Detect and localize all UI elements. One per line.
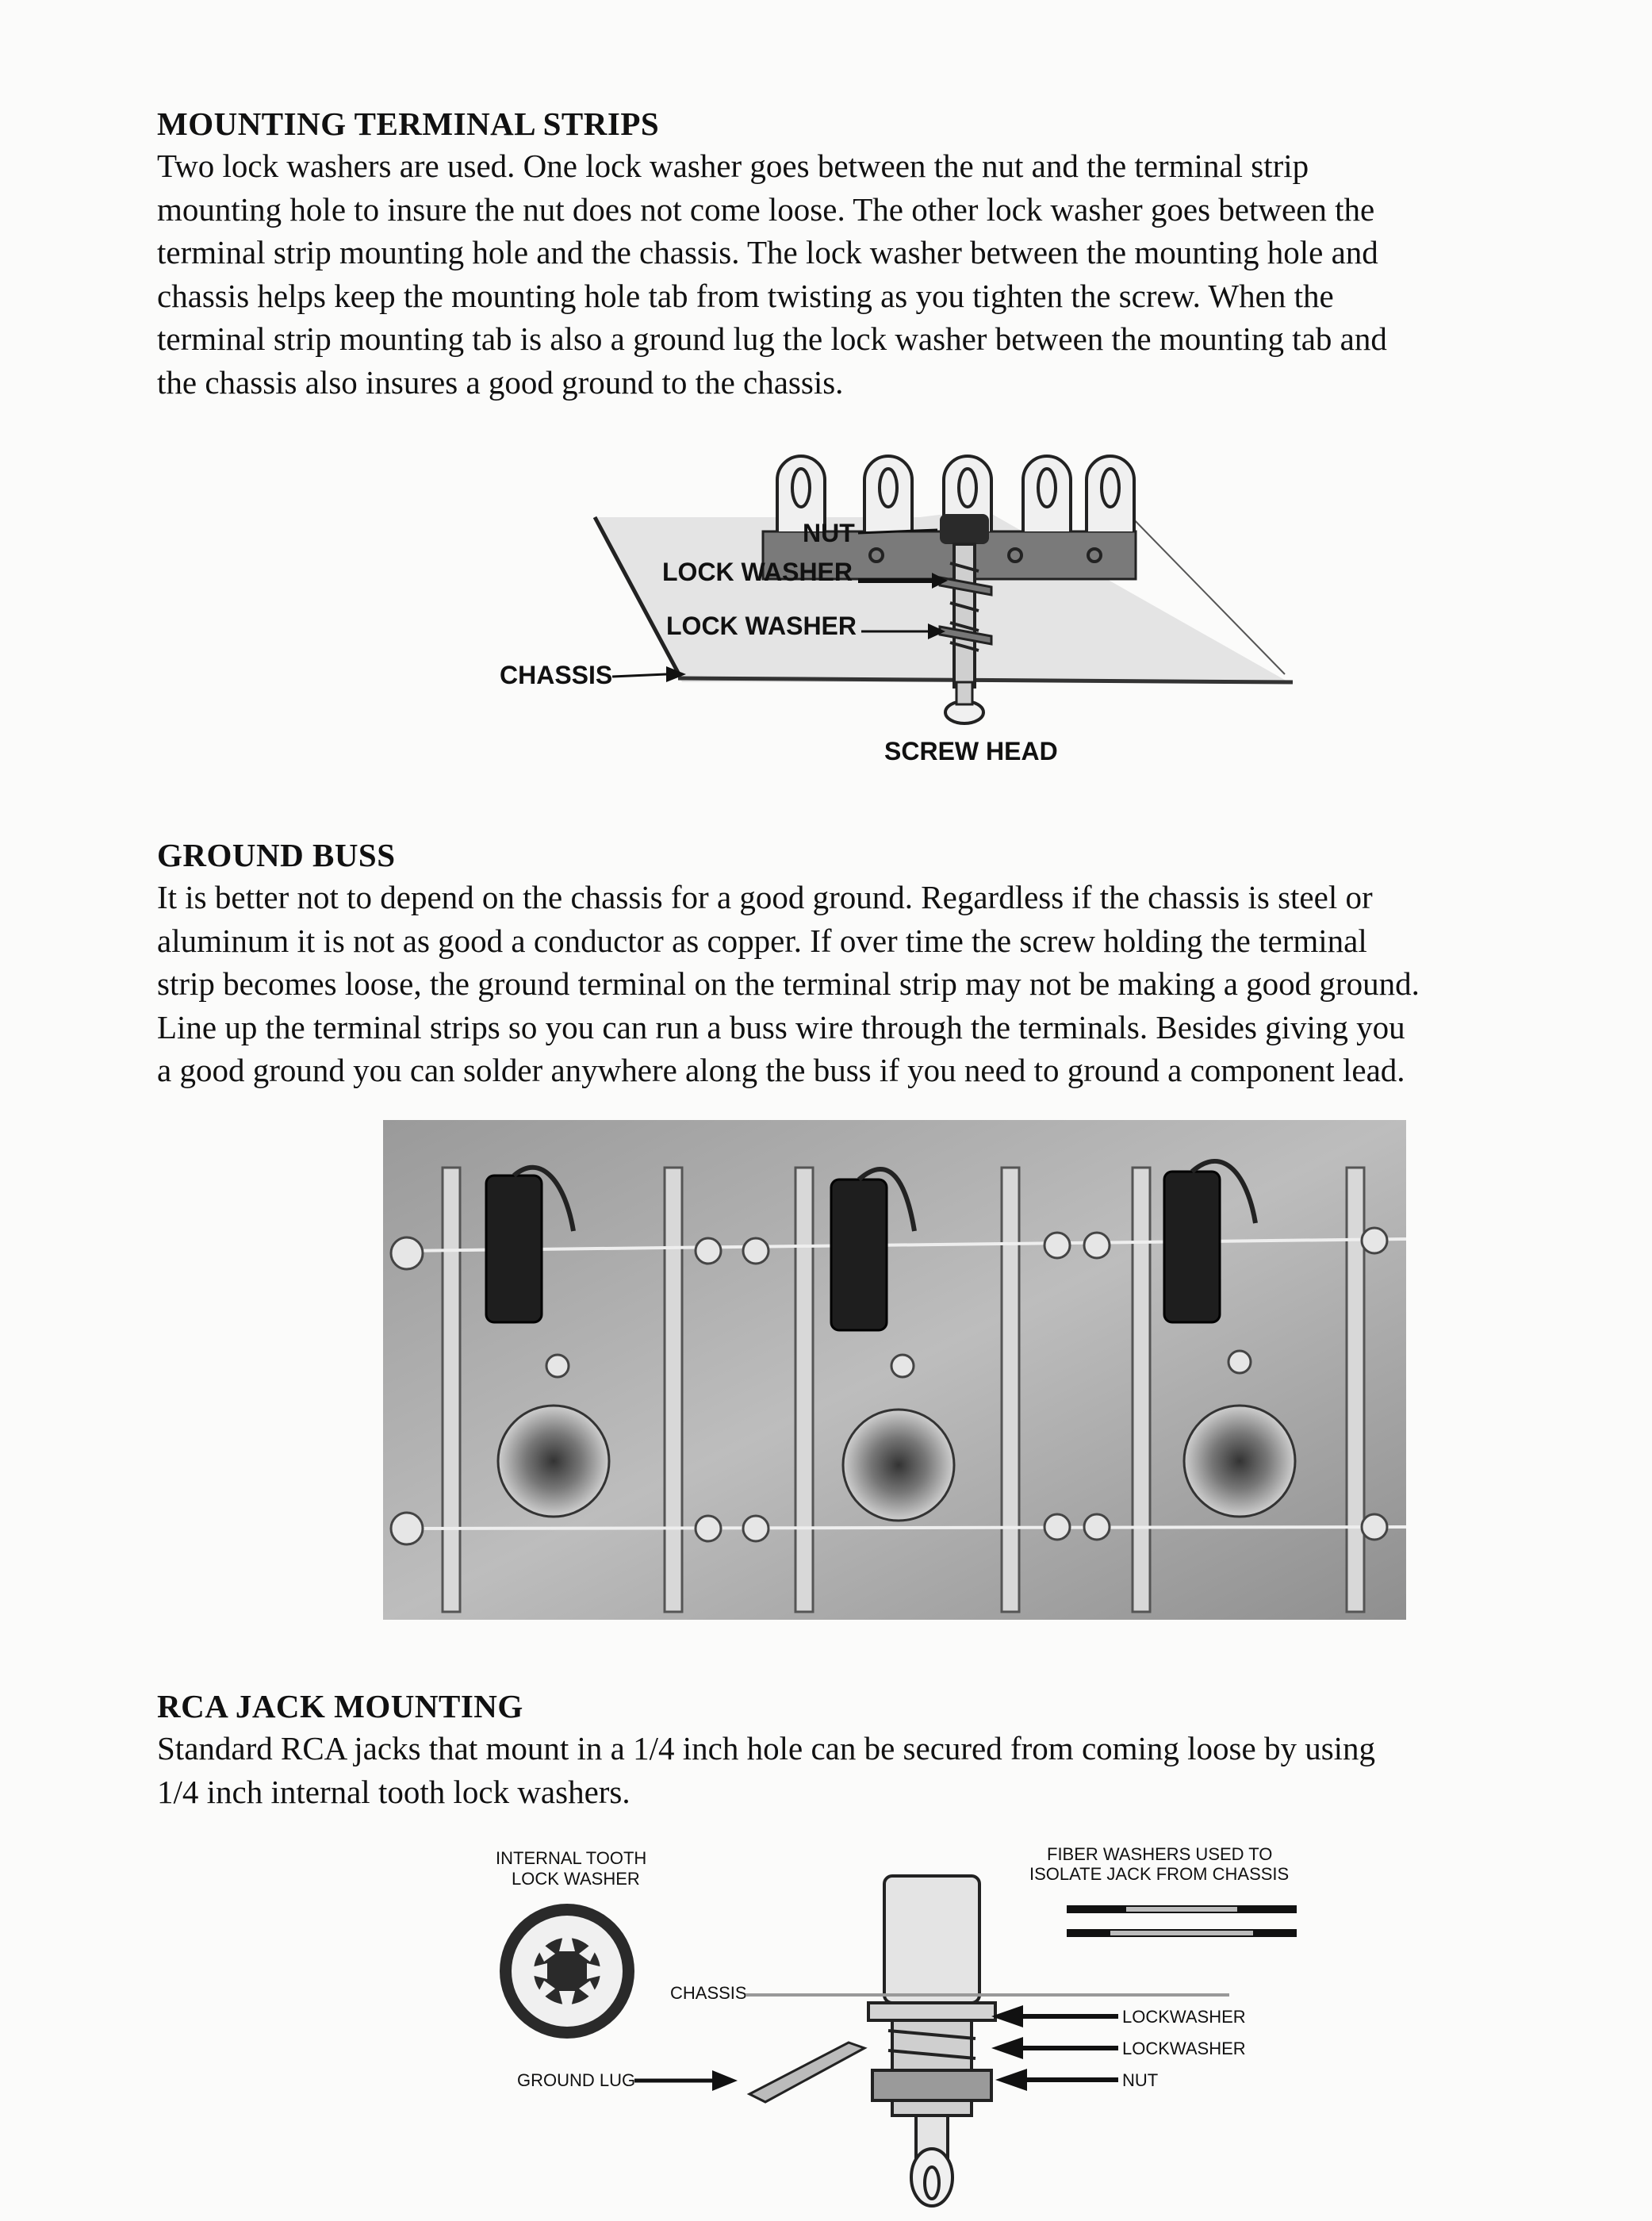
nut: [1044, 1233, 1070, 1258]
nut: [696, 1238, 721, 1264]
label-screw-head: SCREW HEAD: [884, 737, 1058, 765]
capacitor: [486, 1176, 542, 1322]
text-line: the chassis also insures a good ground to the chassis.: [157, 363, 844, 401]
label-chassis-2: CHASSIS: [670, 1983, 747, 2003]
label-lockwasher-2: LOCKWASHER: [1122, 2039, 1246, 2058]
jack-flange: [868, 2003, 995, 2020]
arrowhead: [991, 2037, 1023, 2059]
nut: [891, 1355, 914, 1377]
text-line: terminal strip mounting tab is also a ground lug the lock washer between the mounting tab and: [157, 320, 1387, 357]
nut: [743, 1238, 769, 1264]
text-line: mounting hole to insure the nut does not come loose. The other lock washer goes between the: [157, 190, 1375, 228]
text-line: It is better not to depend on the chassis for a good ground. Regardless if the chassis is steel or: [157, 879, 1373, 915]
label-ground-lug: GROUND LUG: [517, 2070, 636, 2090]
paragraph-terminal-strips: [157, 144, 1632, 404]
screw-shaft: [950, 544, 979, 687]
nut: [1362, 1514, 1387, 1540]
label-internal-tooth-2: LOCK WASHER: [512, 1869, 640, 1889]
label-lock-washer-2: LOCK WASHER: [666, 612, 857, 640]
paragraph-rca-jack: [157, 1727, 1632, 1813]
nut: [696, 1516, 721, 1541]
terminal-strip: [1133, 1168, 1150, 1612]
section-ground-buss: [157, 834, 1632, 1092]
arrowhead: [995, 2069, 1027, 2091]
nut: [1084, 1514, 1110, 1540]
buss-wire-bottom: [399, 1527, 1406, 1529]
heading-rca-jack: RCA JACK MOUNTING: [157, 1688, 523, 1724]
fiber-washer-illustration: [1067, 1905, 1297, 1937]
nut: [1362, 1228, 1387, 1253]
section-terminal-strips: [157, 103, 1632, 404]
tube-socket: [843, 1410, 954, 1521]
text-line: aluminum it is not as good a conductor as copper. If over time the screw holding the terminal: [157, 922, 1367, 959]
terminal-strip: [795, 1168, 813, 1612]
screw-lower-shaft: [956, 682, 972, 704]
tube-socket: [1184, 1406, 1295, 1517]
label-lockwasher-1: LOCKWASHER: [1122, 2007, 1246, 2027]
internal-tooth-washer: [500, 1904, 634, 2039]
terminal-strip-diagram: [476, 444, 1348, 785]
label-chassis: CHASSIS: [500, 661, 613, 689]
tube-socket: [498, 1406, 609, 1517]
nut: [1084, 1233, 1110, 1258]
nut: [391, 1237, 423, 1269]
label-fiber-washers: FIBER WASHERS USED TO: [1047, 1844, 1273, 1864]
paragraph-ground-buss: [157, 876, 1632, 1092]
label-nut-2: NUT: [1122, 2070, 1159, 2090]
ground-buss-photo: [383, 1120, 1406, 1620]
heading-ground-buss: GROUND BUSS: [157, 837, 396, 873]
label-nut: NUT: [803, 519, 855, 547]
arrow-chassis: [612, 674, 666, 677]
capacitor: [1164, 1172, 1220, 1322]
terminal-strip: [665, 1168, 682, 1612]
text-line: 1/4 inch internal tooth lock washers.: [157, 1773, 631, 1810]
text-line: Two lock washers are used. One lock washer goes between the nut and the terminal strip: [157, 148, 1309, 184]
label-internal-tooth: INTERNAL TOOTH: [496, 1848, 647, 1868]
section-rca-jack: [157, 1686, 1632, 1813]
nut: [391, 1513, 423, 1544]
rca-jack-diagram: [476, 1840, 1348, 2213]
arrowhead: [712, 2070, 738, 2091]
jack-body: [884, 1876, 979, 2003]
nut: [743, 1516, 769, 1541]
nut: [1044, 1514, 1070, 1540]
nut: [546, 1355, 569, 1377]
label-fiber-washers-2: ISOLATE JACK FROM CHASSIS: [1029, 1864, 1290, 1884]
nut: [1228, 1351, 1251, 1373]
text-line: a good ground you can solder anywhere along the buss if you need to ground a component lead.: [157, 1052, 1405, 1088]
ground-lug: [749, 2043, 864, 2102]
text-line: chassis helps keep the mounting hole tab from twisting as you tighten the screw. When the: [157, 277, 1334, 314]
text-line: terminal strip mounting hole and the chassis. The lock washer between the mounting hole and: [157, 234, 1378, 270]
jack-nut: [872, 2070, 991, 2100]
terminal-strip: [1347, 1168, 1364, 1612]
terminal-strip: [1002, 1168, 1019, 1612]
text-line: Line up the terminal strips so you can run a buss wire through the terminals. Besides giving you: [157, 1008, 1405, 1045]
heading-terminal-strips: MOUNTING TERMINAL STRIPS: [157, 105, 660, 142]
capacitor: [831, 1180, 887, 1330]
text-line: Standard RCA jacks that mount in a 1/4 inch hole can be secured from coming loose by using: [157, 1730, 1376, 1766]
text-line: strip becomes loose, the ground terminal on the terminal strip may not be making a good ground.: [157, 965, 1420, 1002]
label-lock-washer-1: LOCK WASHER: [662, 558, 853, 586]
terminal-strip: [443, 1168, 460, 1612]
nut: [940, 514, 989, 544]
